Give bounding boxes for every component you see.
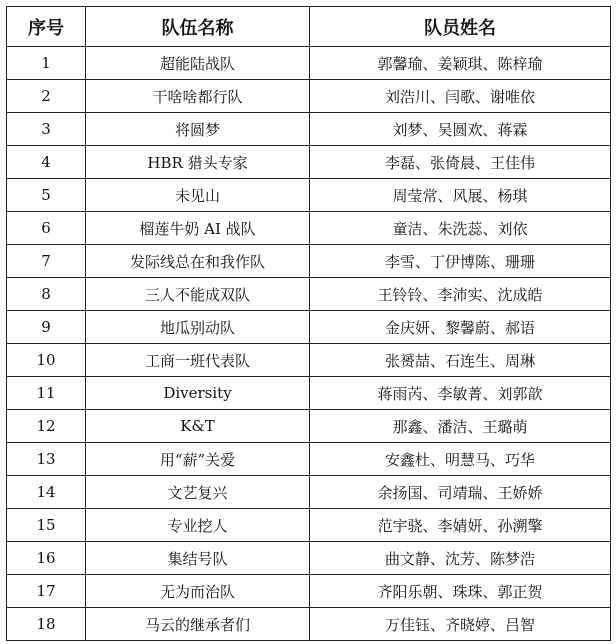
- team-name-cell: 发际线总在和我作队: [86, 245, 310, 278]
- members-cell: 万佳钰、齐晓婷、吕智: [310, 608, 611, 641]
- team-name-cell: Diversity: [86, 377, 310, 410]
- row-index-cell: 7: [7, 245, 86, 278]
- members-cell: 那鑫、潘洁、王璐萌: [310, 410, 611, 443]
- row-index-cell: 16: [7, 542, 86, 575]
- row-index-cell: 4: [7, 146, 86, 179]
- row-index-cell: 13: [7, 443, 86, 476]
- members-cell: 郭馨瑜、姜颖琪、陈梓瑜: [310, 47, 611, 80]
- team-name-cell: 工商一班代表队: [86, 344, 310, 377]
- members-cell: 李雪、丁伊博陈、珊珊: [310, 245, 611, 278]
- header-index: 序号: [7, 7, 86, 47]
- table-row: [7, 113, 611, 146]
- row-index-cell: 2: [7, 80, 86, 113]
- table-row: [7, 377, 611, 410]
- team-name-cell: 无为而治队: [86, 575, 310, 608]
- members-cell: 刘梦、吴圆欢、蒋霖: [310, 113, 611, 146]
- members-cell: 李磊、张倚晨、王佳伟: [310, 146, 611, 179]
- row-index-cell: 11: [7, 377, 86, 410]
- members-cell: 张赟喆、石连生、周琳: [310, 344, 611, 377]
- team-name-cell: 集结号队: [86, 542, 310, 575]
- team-name-cell: 超能陆战队: [86, 47, 310, 80]
- team-name-cell: 文艺复兴: [86, 476, 310, 509]
- team-name-cell: K&T: [86, 410, 310, 443]
- team-name-cell: 干啥啥都行队: [86, 80, 310, 113]
- team-name-cell: 用“薪”关爱: [86, 443, 310, 476]
- table-row: [7, 146, 611, 179]
- members-cell: 周莹常、风展、杨琪: [310, 179, 611, 212]
- team-name-cell: 三人不能成双队: [86, 278, 310, 311]
- table-row: [7, 344, 611, 377]
- row-index-cell: 8: [7, 278, 86, 311]
- team-name-cell: 将圆梦: [86, 113, 310, 146]
- team-name-cell: 马云的继承者们: [86, 608, 310, 641]
- members-cell: 范宇骁、李婧妍、孙溯擎: [310, 509, 611, 542]
- members-cell: 蒋雨芮、李敏菁、刘郭歆: [310, 377, 611, 410]
- table-body: [7, 47, 611, 641]
- table-row: [7, 278, 611, 311]
- team-name-cell: 未见山: [86, 179, 310, 212]
- header-team-name: 队伍名称: [86, 7, 310, 47]
- team-name-cell: 榴莲牛奶 AI 战队: [86, 212, 310, 245]
- table-row: [7, 311, 611, 344]
- row-index-cell: 1: [7, 47, 86, 80]
- header-row: [7, 7, 611, 47]
- table-row: [7, 179, 611, 212]
- members-cell: 曲文静、沈芳、陈梦浩: [310, 542, 611, 575]
- row-index-cell: 10: [7, 344, 86, 377]
- table-row: [7, 476, 611, 509]
- table-row: [7, 245, 611, 278]
- table-row: [7, 608, 611, 641]
- members-cell: 童洁、朱洗蕊、刘依: [310, 212, 611, 245]
- table-row: [7, 410, 611, 443]
- row-index-cell: 18: [7, 608, 86, 641]
- row-index-cell: 5: [7, 179, 86, 212]
- row-index-cell: 12: [7, 410, 86, 443]
- table-row: [7, 443, 611, 476]
- members-cell: 余扬国、司靖瑞、王娇娇: [310, 476, 611, 509]
- members-cell: 金庆妍、黎馨蔚、郝语: [310, 311, 611, 344]
- team-name-cell: HBR 猎头专家: [86, 146, 310, 179]
- row-index-cell: 6: [7, 212, 86, 245]
- table-row: [7, 575, 611, 608]
- row-index-cell: 14: [7, 476, 86, 509]
- members-cell: 安鑫杜、明慧马、巧华: [310, 443, 611, 476]
- team-roster-table: [6, 6, 611, 641]
- table-row: [7, 509, 611, 542]
- row-index-cell: 15: [7, 509, 86, 542]
- table-row: [7, 80, 611, 113]
- table-row: [7, 542, 611, 575]
- row-index-cell: 9: [7, 311, 86, 344]
- members-cell: 齐阳乐朝、珠珠、郭正贺: [310, 575, 611, 608]
- members-cell: 刘浩川、闫歌、谢唯依: [310, 80, 611, 113]
- members-cell: 王铃铃、李沛实、沈成皓: [310, 278, 611, 311]
- table-row: [7, 47, 611, 80]
- table-row: [7, 212, 611, 245]
- team-name-cell: 专业挖人: [86, 509, 310, 542]
- row-index-cell: 3: [7, 113, 86, 146]
- header-members: 队员姓名: [310, 7, 611, 47]
- row-index-cell: 17: [7, 575, 86, 608]
- team-name-cell: 地瓜别动队: [86, 311, 310, 344]
